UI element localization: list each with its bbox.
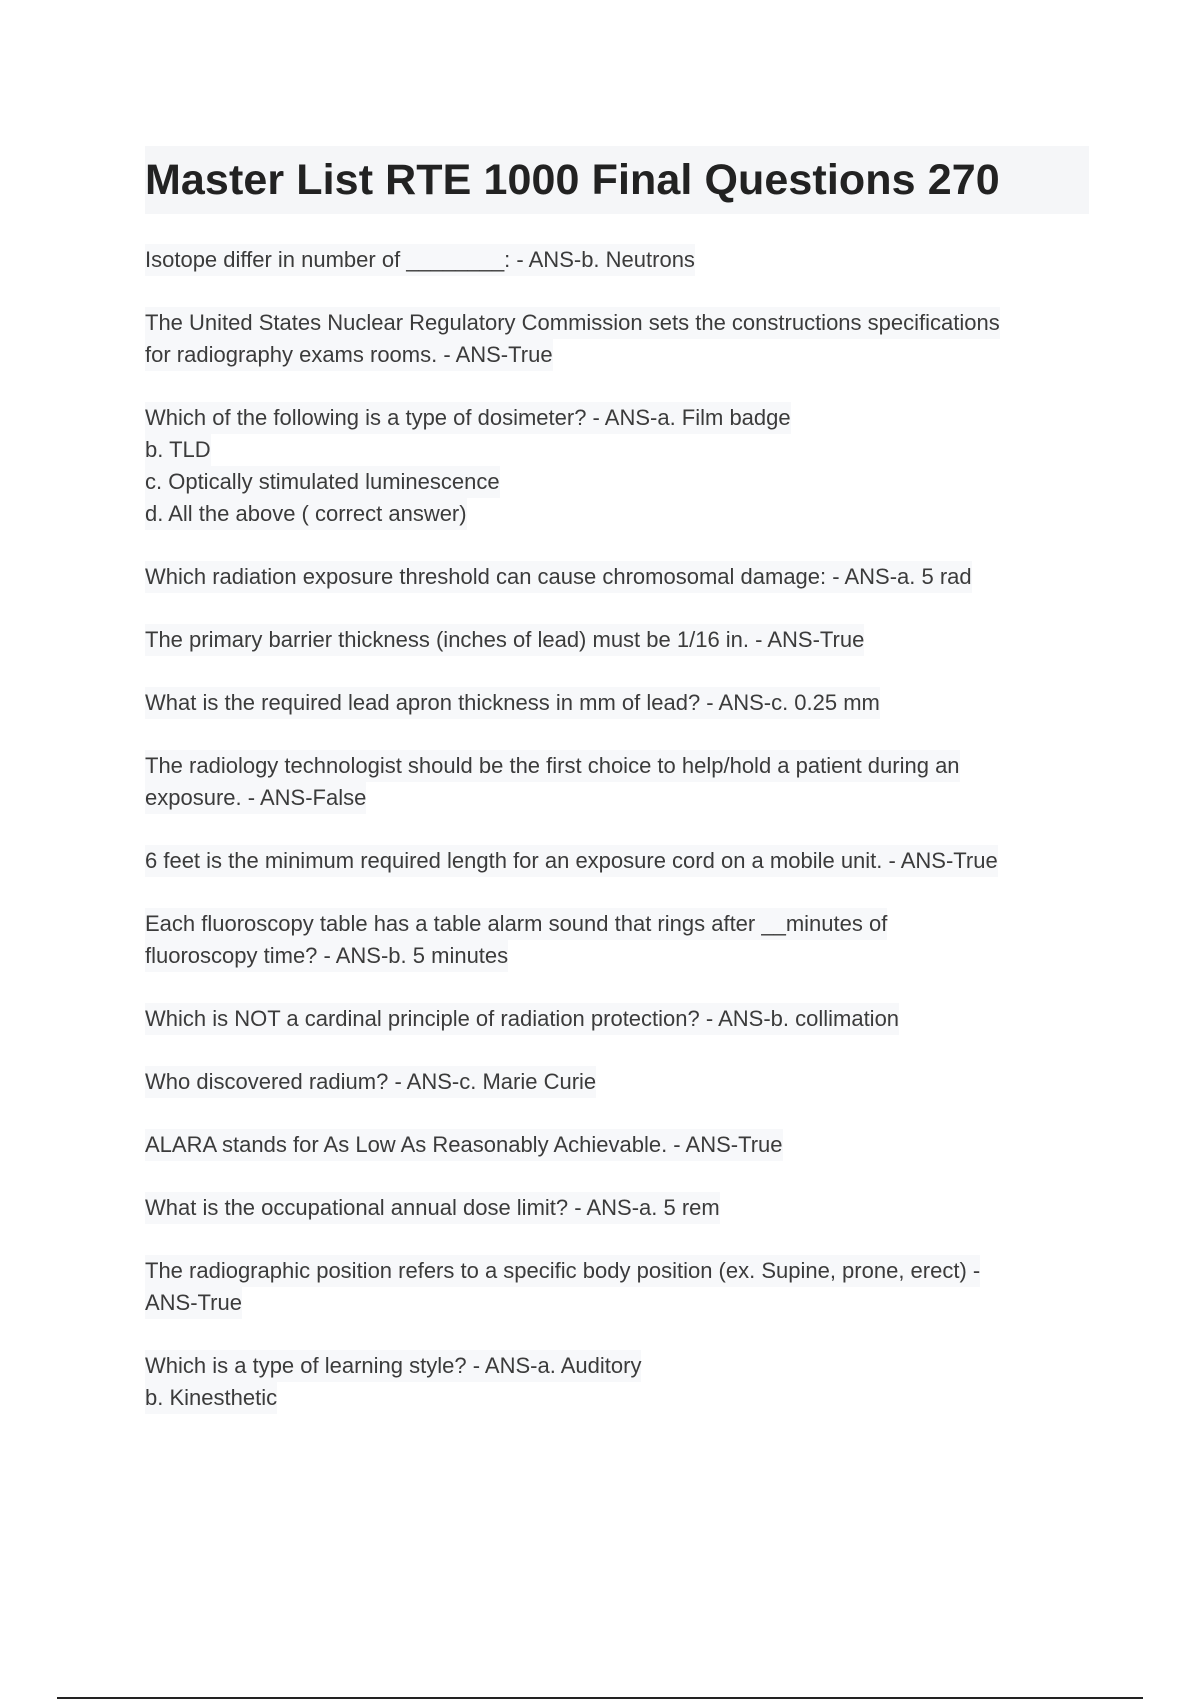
qa-item — [145, 1350, 1089, 1414]
qa-line: What is the required lead apron thickness in mm of lead? - ANS-c. 0.25 mm — [145, 687, 880, 719]
question-list — [145, 244, 1089, 1445]
qa-line: c. Optically stimulated luminescence — [145, 466, 500, 498]
qa-line: ANS-True — [145, 1287, 242, 1319]
qa-line: Which is NOT a cardinal principle of radiation protection? - ANS-b. collimation — [145, 1003, 899, 1035]
qa-line: Each fluoroscopy table has a table alarm sound that rings after __minutes of — [145, 908, 887, 940]
qa-item — [145, 244, 1089, 276]
qa-line: What is the occupational annual dose limit? - ANS-a. 5 rem — [145, 1192, 720, 1224]
document-page — [145, 146, 1089, 1445]
qa-item — [145, 845, 1089, 877]
qa-item — [145, 1255, 1089, 1319]
qa-item — [145, 750, 1089, 814]
qa-line: The United States Nuclear Regulatory Commission sets the constructions specifications — [145, 307, 1000, 339]
qa-line: Who discovered radium? - ANS-c. Marie Curie — [145, 1066, 596, 1098]
qa-item — [145, 561, 1089, 593]
qa-line: The radiology technologist should be the first choice to help/hold a patient during an — [145, 750, 960, 782]
qa-line: b. Kinesthetic — [145, 1382, 277, 1414]
qa-line: d. All the above ( correct answer) — [145, 498, 467, 530]
qa-line: The radiographic position refers to a specific body position (ex. Supine, prone, erect) - — [145, 1255, 980, 1287]
qa-item — [145, 1192, 1089, 1224]
qa-line: for radiography exams rooms. - ANS-True — [145, 339, 553, 371]
qa-line: Isotope differ in number of ________: - ANS-b. Neutrons — [145, 244, 695, 276]
qa-item — [145, 1066, 1089, 1098]
qa-item — [145, 908, 1089, 972]
qa-item — [145, 687, 1089, 719]
footer-divider — [57, 1697, 1143, 1699]
qa-line: Which radiation exposure threshold can cause chromosomal damage: - ANS-a. 5 rad — [145, 561, 972, 593]
qa-line: Which of the following is a type of dosimeter? - ANS-a. Film badge — [145, 402, 791, 434]
qa-item — [145, 402, 1089, 530]
qa-item — [145, 307, 1089, 371]
page-title: Master List RTE 1000 Final Questions 270 — [145, 155, 1000, 204]
qa-item — [145, 1129, 1089, 1161]
qa-line: Which is a type of learning style? - ANS-a. Auditory — [145, 1350, 641, 1382]
qa-line: exposure. - ANS-False — [145, 782, 366, 814]
qa-item — [145, 1003, 1089, 1035]
title-banner — [145, 146, 1089, 214]
qa-line: The primary barrier thickness (inches of lead) must be 1/16 in. - ANS-True — [145, 624, 864, 656]
qa-line: ALARA stands for As Low As Reasonably Achievable. - ANS-True — [145, 1129, 783, 1161]
qa-item — [145, 624, 1089, 656]
qa-line: 6 feet is the minimum required length for an exposure cord on a mobile unit. - ANS-True — [145, 845, 998, 877]
qa-line: fluoroscopy time? - ANS-b. 5 minutes — [145, 940, 508, 972]
qa-line: b. TLD — [145, 434, 211, 466]
